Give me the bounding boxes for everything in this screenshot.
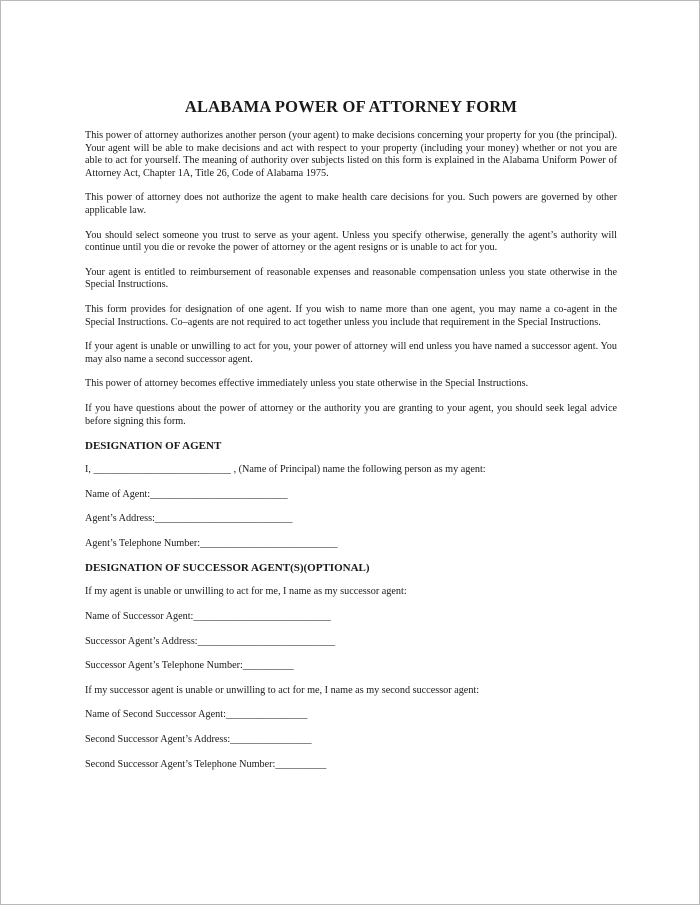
intro-paragraph-effective: This power of attorney becomes effective immediately unless you state otherwise in the Special Instructions. [85, 378, 529, 390]
intro-paragraph-authorization: This power of attorney authorizes another person (your agent) to make decisions concerning your property for you (the principal). Your agent will be able to make decisions and act with respect to your property (including your money) whether or not you are able to act for yourself. The meaning of authority over subjects listed on this form is explained in the Alabama Uniform Power of Attorney Act, Chapter 1A, Title 26, Code of Alabama 1975. [85, 130, 617, 179]
second-successor-name-line[interactable]: Name of Second Successor Agent:________________ [85, 709, 308, 721]
intro-paragraph-select-agent: You should select someone you trust to serve as your agent. Unless you specify otherwise, generally the agent’s authority will continue until you die or revoke the power of attorney or the agent resigns or is unable to act for you. [85, 229, 617, 254]
principal-name-line[interactable]: I, ___________________________ , (Name of Principal) name the following person as my agent: [85, 464, 486, 476]
successor-intro-line: If my agent is unable or unwilling to act for me, I name as my successor agent: [85, 586, 407, 598]
second-successor-address-line[interactable]: Second Successor Agent’s Address:________________ [85, 734, 312, 746]
intro-paragraph-health-care: This power of attorney does not authorize the agent to make health care decisions for you. Such powers are governed by other applicable law. [85, 192, 617, 216]
successor-name-line[interactable]: Name of Successor Agent:___________________________ [85, 611, 331, 623]
agent-name-line[interactable]: Name of Agent:___________________________ [85, 488, 288, 500]
intro-paragraph-legal-advice: If you have questions about the power of attorney or the authority you are granting to your agent, you should seek legal advice before signing this form. [85, 402, 617, 427]
agent-address-line[interactable]: Agent’s Address:___________________________ [85, 513, 293, 525]
intro-paragraph-reimbursement: Your agent is entitled to reimbursement of reasonable expenses and reasonable compensation unless you state otherwise in the Special Instructions. [85, 266, 617, 291]
successor-address-line[interactable]: Successor Agent’s Address:___________________________ [85, 635, 336, 647]
document-content [85, 97, 617, 783]
document-title: ALABAMA POWER OF ATTORNEY FORM [184, 97, 518, 116]
designation-of-successor-heading: DESIGNATION OF SUCCESSOR AGENT(S)(OPTIONAL) [85, 562, 370, 575]
intro-paragraph-successor: If your agent is unable or unwilling to act for you, your power of attorney will end unless you have named a successor agent. You may also name a second successor agent. [85, 341, 617, 365]
agent-phone-line[interactable]: Agent’s Telephone Number:___________________________ [85, 537, 338, 549]
designation-of-agent-heading: DESIGNATION OF AGENT [85, 440, 222, 453]
second-successor-intro-line: If my successor agent is unable or unwilling to act for me, I name as my second successor agent: [85, 684, 480, 696]
intro-paragraph-co-agent: This form provides for designation of one agent. If you wish to name more than one agent, you may name a co-agent in the Special Instructions. Co–agents are not required to act together unless you include that requirement in the Special Instructions. [85, 303, 617, 328]
successor-phone-line[interactable]: Successor Agent’s Telephone Number:__________ [85, 660, 294, 672]
second-successor-phone-line[interactable]: Second Successor Agent’s Telephone Number:__________ [85, 758, 327, 770]
